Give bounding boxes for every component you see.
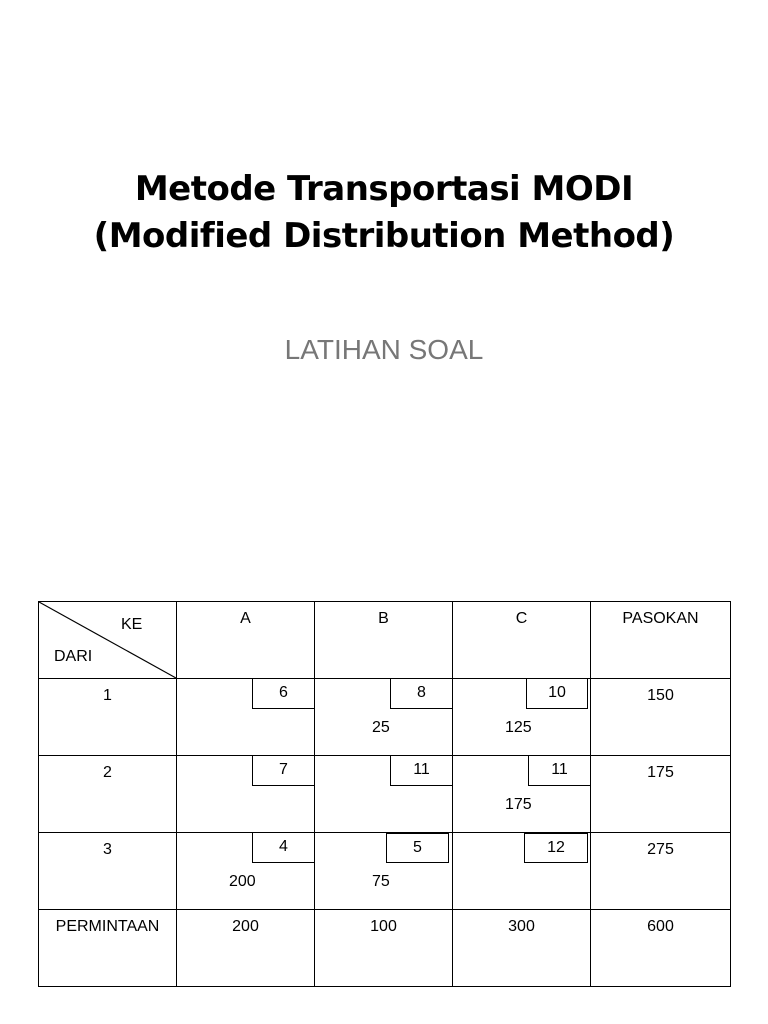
cost-box: 6 xyxy=(252,679,314,709)
cost-box: 5 xyxy=(386,833,449,863)
cell-1-b xyxy=(315,679,453,756)
demand-label-cell: PERMINTAAN xyxy=(39,910,177,987)
table-row xyxy=(39,679,731,756)
cell-3-a xyxy=(177,833,315,910)
allocation-value: 175 xyxy=(505,796,532,813)
slide-title-line-2: (Modified Distribution Method) xyxy=(93,216,675,256)
column-header-b: B xyxy=(315,602,453,679)
cost-box: 11 xyxy=(528,756,590,786)
corner-cell xyxy=(39,602,177,679)
slide-title xyxy=(0,166,768,260)
cell-2-c xyxy=(453,756,591,833)
cost-box: 7 xyxy=(252,756,314,786)
allocation-value: 75 xyxy=(372,873,390,890)
cost-box: 4 xyxy=(252,833,314,863)
slide-title-line-1: Metode Transportasi MODI xyxy=(134,169,634,209)
slide-subtitle: LATIHAN SOAL xyxy=(284,334,484,365)
cell-2-b xyxy=(315,756,453,833)
allocation-value: 125 xyxy=(505,719,532,736)
supply-cell: 175 xyxy=(591,756,731,833)
table-row xyxy=(39,833,731,910)
cell-1-c xyxy=(453,679,591,756)
demand-row xyxy=(39,910,731,987)
allocation-value: 25 xyxy=(372,719,390,736)
cost-box: 12 xyxy=(524,833,588,863)
supply-cell: 275 xyxy=(591,833,731,910)
column-header-c: C xyxy=(453,602,591,679)
supply-cell: 150 xyxy=(591,679,731,756)
demand-c: 300 xyxy=(453,910,591,987)
cost-box: 11 xyxy=(390,756,452,786)
allocation-value: 200 xyxy=(229,873,256,890)
cell-3-c xyxy=(453,833,591,910)
cell-3-b xyxy=(315,833,453,910)
demand-b: 100 xyxy=(315,910,453,987)
cell-2-a xyxy=(177,756,315,833)
column-header-a: A xyxy=(177,602,315,679)
transportation-table xyxy=(38,601,731,987)
demand-total: 600 xyxy=(591,910,731,987)
diagonal-divider xyxy=(39,602,176,678)
corner-label-to: KE xyxy=(121,616,143,633)
column-header-supply: PASOKAN xyxy=(591,602,731,679)
demand-a: 200 xyxy=(177,910,315,987)
row-label-cell: 2 xyxy=(39,756,177,833)
cell-1-a xyxy=(177,679,315,756)
table-row xyxy=(39,756,731,833)
cost-box: 8 xyxy=(390,679,452,709)
row-label-cell: 3 xyxy=(39,833,177,910)
corner-label-from: DARI xyxy=(54,648,93,665)
table-header-row xyxy=(39,602,731,679)
cost-box: 10 xyxy=(526,679,588,709)
row-label-cell: 1 xyxy=(39,679,177,756)
